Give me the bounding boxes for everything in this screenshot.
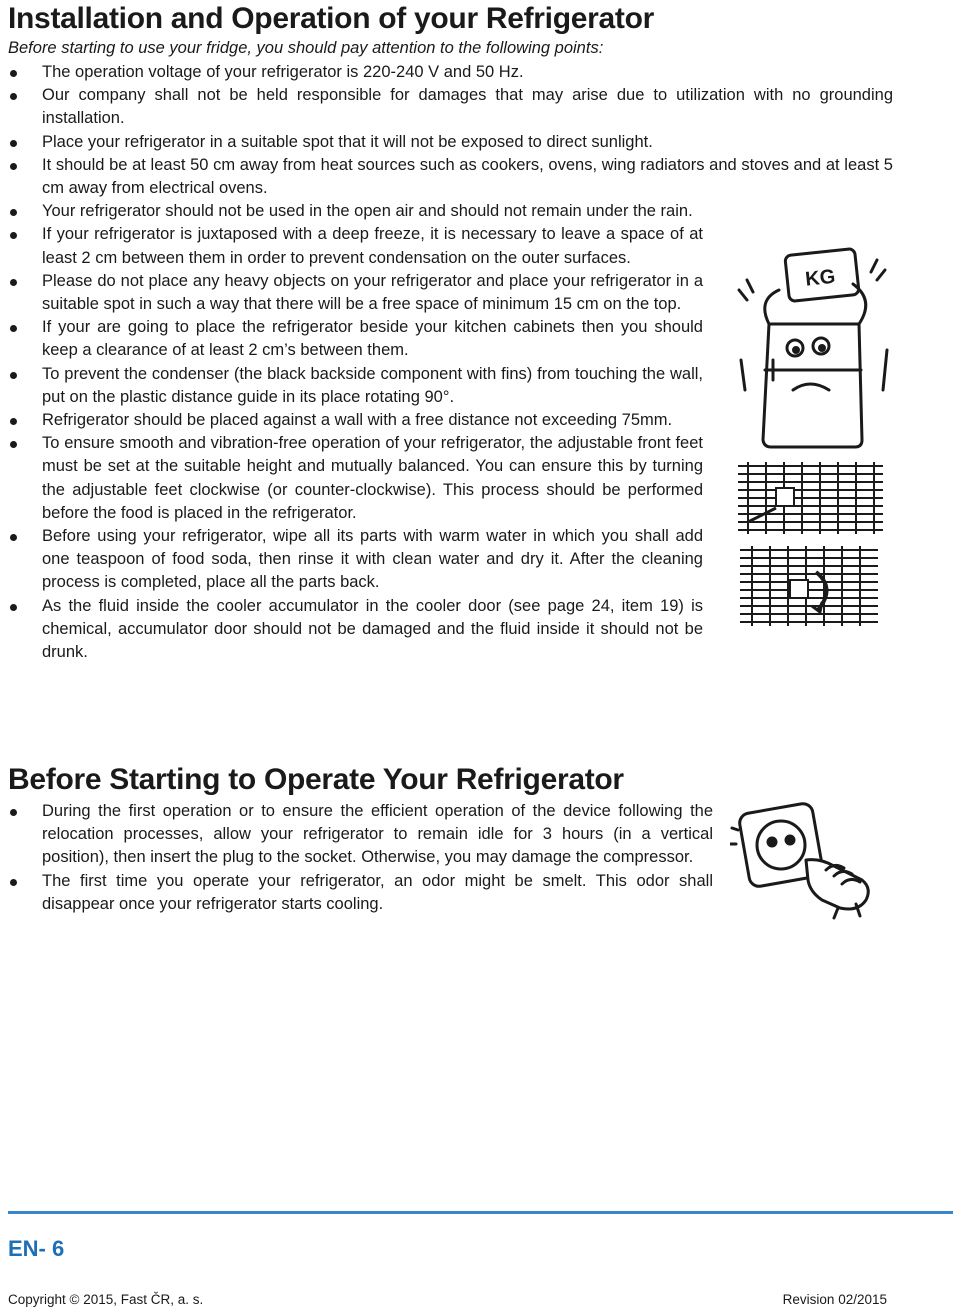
bullet-icon — [10, 163, 17, 170]
list-item: The first time you operate your refrigerator, an odor might be smelt. This odor shall disappear once your refrigerator starts cooling. — [8, 870, 713, 916]
bullet-icon — [10, 604, 17, 611]
list-item: Our company shall not be held responsible for damages that may arise due to utilization with no grounding installation. — [8, 84, 893, 130]
list-item: If your are going to place the refrigerator beside your kitchen cabinets then you should keep a clearance of at least 2 cm’s between them. — [8, 316, 703, 362]
bullet-icon — [10, 325, 17, 332]
bullet-icon — [10, 441, 17, 448]
page-number: EN- 6 — [8, 1236, 65, 1261]
list-item: It should be at least 50 cm away from heat sources such as cookers, ovens, wing radiators and stoves and at least 5 cm away from electrical ovens. — [8, 154, 893, 200]
bullet-icon — [10, 418, 17, 425]
condenser-upper — [738, 462, 883, 534]
list-item: Your refrigerator should not be used in the open air and should not remain under the rain. — [8, 200, 893, 223]
revision-text: Revision 02/2015 — [782, 1292, 887, 1307]
list-item: Before using your refrigerator, wipe all its parts with warm water in which you shall add one teaspoon of food soda, then rinse it with clean water and dry it. After the cleaning process is completed, place all the parts back. — [8, 525, 703, 595]
list-item: To ensure smooth and vibration-free operation of your refrigerator, the adjustable front feet must be set at the suitable height and mutually balanced. You can ensure this by turning the adjustable feet clockwise (or counter-clockwise). This process should be performed before the food is placed in the refrigerator. — [8, 432, 703, 525]
intro-text: Before starting to use your fridge, you should pay attention to the following points: — [8, 39, 604, 57]
bullet-icon — [10, 534, 17, 541]
bullet-icon — [10, 279, 17, 286]
bullet-icon — [10, 140, 17, 147]
footer-divider — [8, 1211, 953, 1214]
bullet-icon — [10, 809, 17, 816]
section-title-installation: Installation and Operation of your Refrigerator — [8, 2, 654, 35]
socket-plug-illustration — [730, 800, 880, 920]
list-item: Refrigerator should be placed against a wall with a free distance not exceeding 75mm. — [8, 409, 703, 432]
bullet-icon — [10, 879, 17, 886]
bullet-icon — [10, 70, 17, 77]
bullet-icon — [10, 209, 17, 216]
list-item: As the fluid inside the cooler accumulator in the cooler door (see page 24, item 19) is chemical, accumulator door should not be damaged and the fluid inside it should not be drunk. — [8, 595, 703, 665]
weight-label: KG — [804, 265, 837, 291]
list-item: Place your refrigerator in a suitable spot that it will not be exposed to direct sunlight. — [8, 131, 893, 154]
list-item: The operation voltage of your refrigerator is 220-240 V and 50 Hz. — [8, 61, 893, 84]
copyright-text: Copyright © 2015, Fast ČR, a. s. — [8, 1292, 204, 1307]
section-title-before-starting: Before Starting to Operate Your Refrigerator — [8, 763, 624, 796]
condenser-guide-illustration — [728, 460, 893, 632]
list-item: During the first operation or to ensure the efficient operation of the device following the relocation processes, allow your refrigerator to remain idle for 3 hours (in a vertical position), then insert the plug to the socket. Otherwise, you may damage the compressor. — [8, 800, 713, 870]
list-item: To prevent the condenser (the black backside component with fins) from touching the wall, put on the plastic distance guide in its place rotating 90°. — [8, 363, 703, 409]
bullet-icon — [10, 93, 17, 100]
list-item: If your refrigerator is juxtaposed with a deep freeze, it is necessary to leave a space of at least 2 cm between them in order to prevent condensation on the outer surfaces. — [8, 223, 703, 269]
list-item: Please do not place any heavy objects on your refrigerator and place your refrigerator in a suitable spot in such a way that there will be a free space of minimum 15 cm on the top. — [8, 270, 703, 316]
bullet-icon — [10, 372, 17, 379]
before-starting-list — [8, 800, 713, 916]
bullet-icon — [10, 232, 17, 239]
fridge-weight-illustration — [735, 240, 893, 452]
